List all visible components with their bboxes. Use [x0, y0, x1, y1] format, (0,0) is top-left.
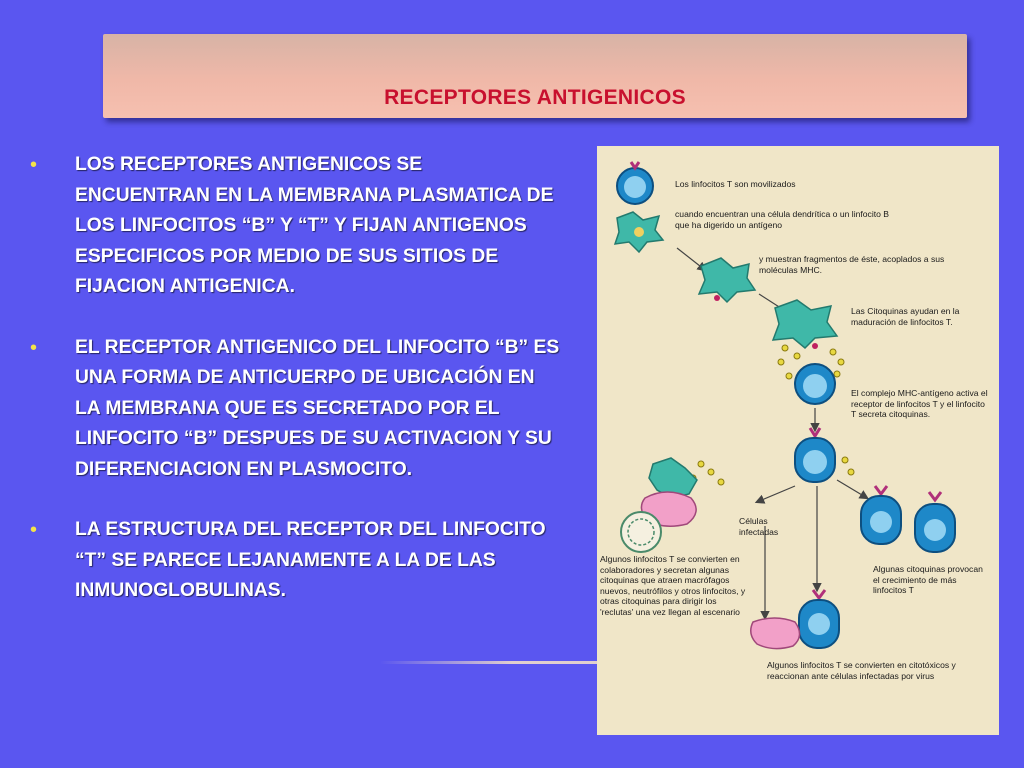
neutrophil-icon [621, 512, 661, 552]
diagram-label: y muestran fragmentos de éste, acoplados a sus moléculas MHC. [759, 254, 945, 275]
t-cell-icon [617, 162, 653, 204]
t-cell-icon [795, 428, 835, 482]
divider-line [380, 661, 600, 664]
t-cell-activation-diagram [597, 146, 999, 735]
t-cell-icon [915, 492, 955, 552]
bullet-item [30, 333, 560, 486]
t-cell-icon [795, 364, 835, 404]
dendritic-cell-icon [773, 300, 837, 349]
diagram-label: Algunas citoquinas provocan el crecimiento de más linfocitos T [873, 564, 983, 595]
t-cell-icon [799, 590, 839, 648]
t-cell-icon [861, 486, 901, 544]
bullet-item [30, 515, 560, 607]
diagram-label: cuando encuentran una célula dendrítica o un linfocito B que ha digerido un antígeno [675, 209, 890, 230]
diagram-label: Las Citoquinas ayudan en la maduración de linfocitos T. [851, 306, 960, 327]
bullet-icon: • [30, 154, 38, 176]
title-banner [103, 34, 967, 118]
diagram-label: Los linfocitos T son movilizados [675, 179, 796, 189]
slide-title: RECEPTORES ANTIGENICOS [384, 86, 686, 109]
diagram-label: Algunos linfocitos T se convierten en colaboradores y secretan algunas citoquinas que atraen macrófagos nuevos, neutrófilos y otros linfocitos, y otras citoquinas para dirigir los 'reclutas' una vez llegan al escenario [600, 554, 746, 617]
diagram-label: El complejo MHC-antígeno activa el receptor de linfocitos T y el linfocito T secreta citoquinas. [851, 388, 988, 419]
bullet-item [30, 150, 560, 303]
bullet-text: EL RECEPTOR ANTIGENICO DEL LINFOCITO “B” ES UNA FORMA DE ANTICUERPO DE UBICACIÓN EN LA MEMBRANA QUE ES SECRETADO POR EL LINFOCITO “B” DESPUES DE SU ACTIVACION Y SU DIFERENCIACION EN PLASMOCITO. [75, 336, 560, 480]
dendritic-cell-icon [699, 258, 755, 302]
bullet-text: LA ESTRUCTURA DEL RECEPTOR DEL LINFOCITO “T” SE PARECE LEJANAMENTE A LA DE LAS INMUNOGLOBULINAS. [75, 519, 546, 601]
diagram-drawing [597, 146, 999, 735]
diagram-label: Algunos linfocitos T se convierten en citotóxicos y reaccionan ante células infectadas por virus [767, 660, 956, 681]
dendritic-cell-icon [615, 212, 663, 252]
bullet-text: LOS RECEPTORES ANTIGENICOS SE ENCUENTRAN EN LA MEMBRANA PLASMATICA DE LOS LINFOCITOS “B” Y “T” Y FIJAN ANTIGENOS ESPECIFICOS POR MEDIO DE SUS SITIOS DE FIJACION ANTIGENICA. [75, 154, 554, 297]
diagram-label: Células infectadas [739, 516, 779, 537]
bullet-icon: • [30, 519, 38, 541]
infected-cell-icon [751, 618, 800, 649]
bullet-list [30, 150, 560, 607]
bullet-icon: • [30, 336, 38, 359]
